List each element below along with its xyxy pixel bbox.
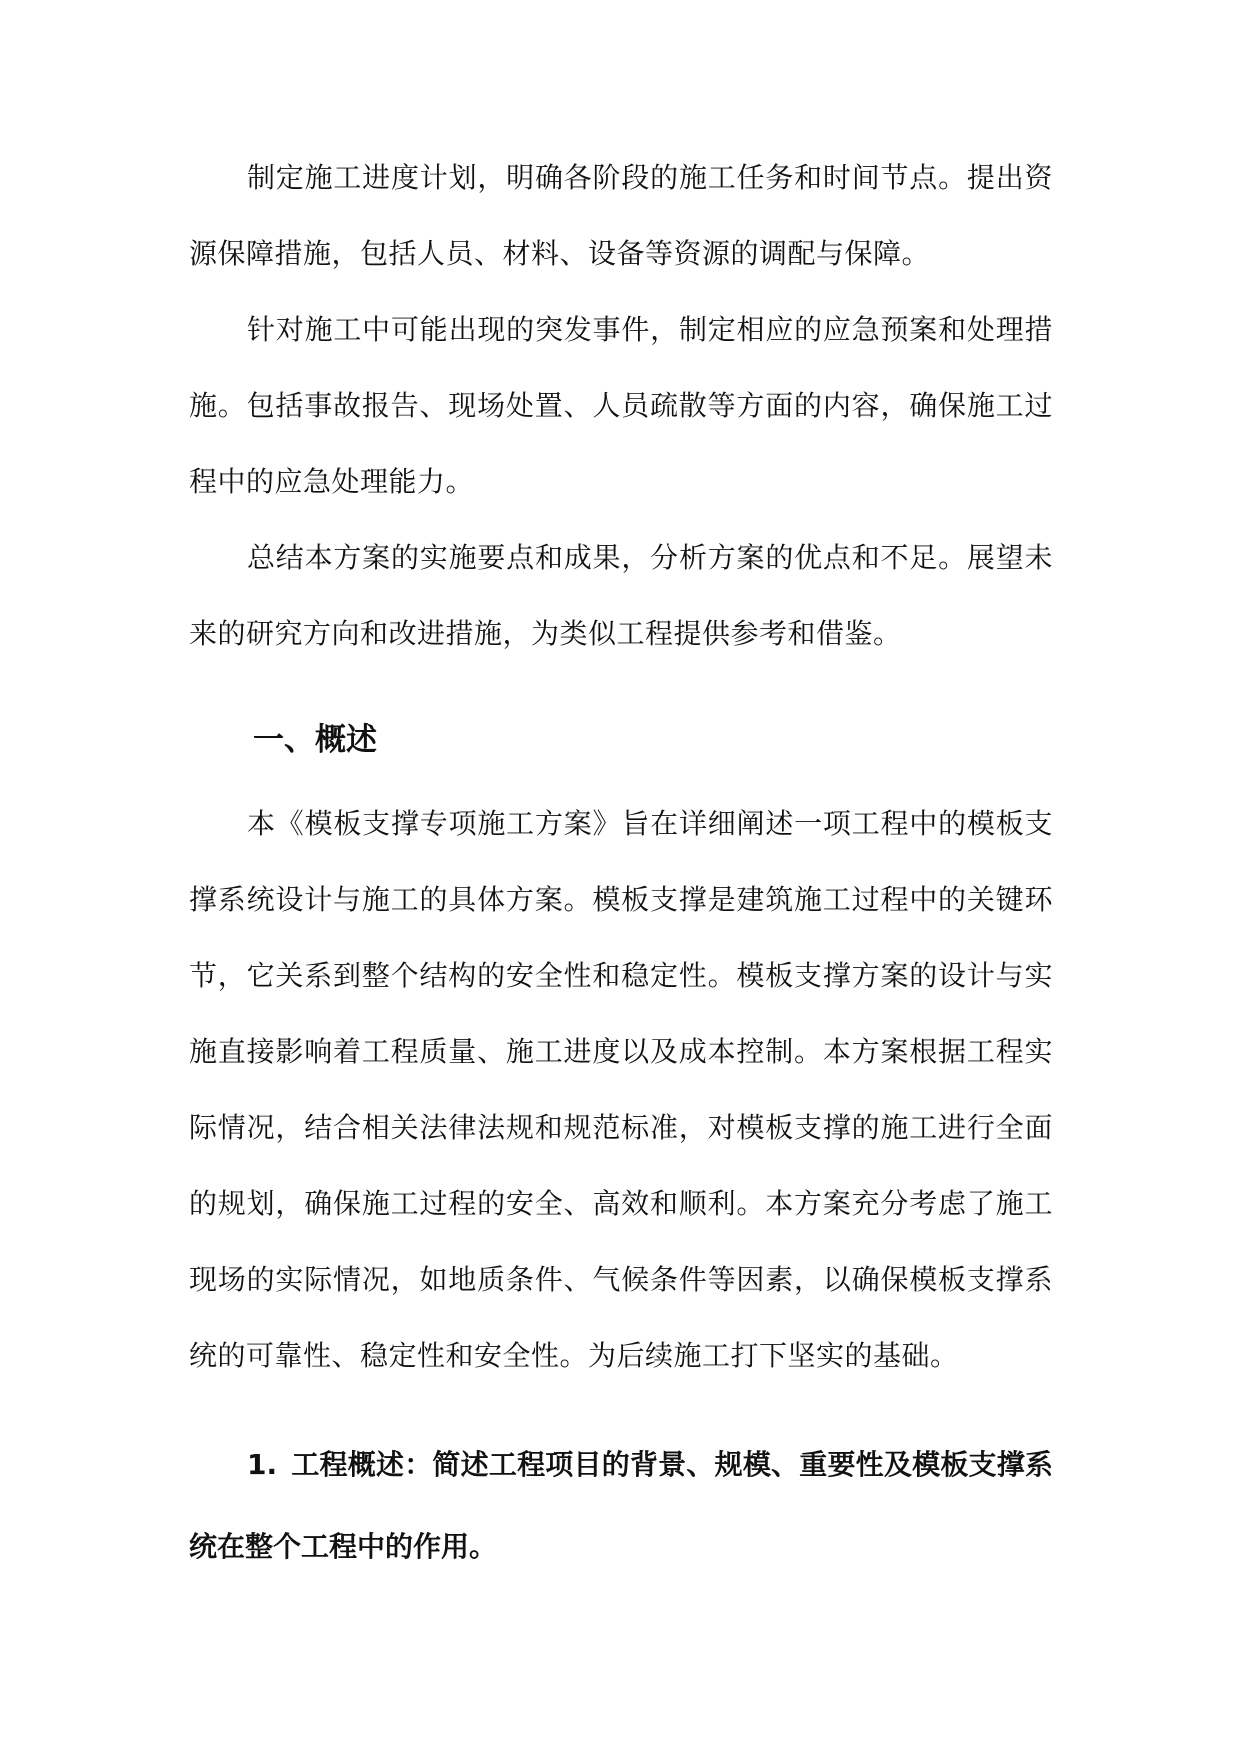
paragraph-summary: 总结本方案的实施要点和成果，分析方案的优点和不足。展望未来的研究方向和改进措施，为类似工程提供参考和借鉴。 bbox=[189, 541, 1053, 650]
paragraph-schedule: 制定施工进度计划，明确各阶段的施工任务和时间节点。提出资源保障措施，包括人员、材料、设备等资源的调配与保障。 bbox=[189, 161, 1053, 270]
paragraph-emergency: 针对施工中可能出现的突发事件，制定相应的应急预案和处理措施。包括事故报告、现场处置、人员疏散等方面的内容，确保施工过程中的应急处理能力。 bbox=[189, 313, 1053, 498]
subheading-number: 1. bbox=[247, 1448, 278, 1481]
subheading-text: 工程概述：简述工程项目的背景、规模、重要性及模板支撑系统在整个工程中的作用。 bbox=[189, 1448, 1053, 1563]
section-heading-overview: 一、概述 bbox=[253, 722, 377, 758]
paragraph-overview: 本《模板支撑专项施工方案》旨在详细阐述一项工程中的模板支撑系统设计与施工的具体方案。模板支撑是建筑施工过程中的关键环节，它关系到整个结构的安全性和稳定性。模板支撑方案的设计与实施直接影响着工程质量、施工进度以及成本控制。本方案根据工程实际情况，结合相关法律法规和规范标准，对模板支撑的施工进行全面的规划，确保施工过程的安全、高效和顺利。本方案充分考虑了施工现场的实际情况，如地质条件、气候条件等因素，以确保模板支撑系统的可靠性、稳定性和安全性。为后续施工打下坚实的基础。 bbox=[189, 807, 1053, 1372]
document-body bbox=[189, 140, 1053, 1588]
subheading-project-overview bbox=[189, 1424, 1053, 1588]
